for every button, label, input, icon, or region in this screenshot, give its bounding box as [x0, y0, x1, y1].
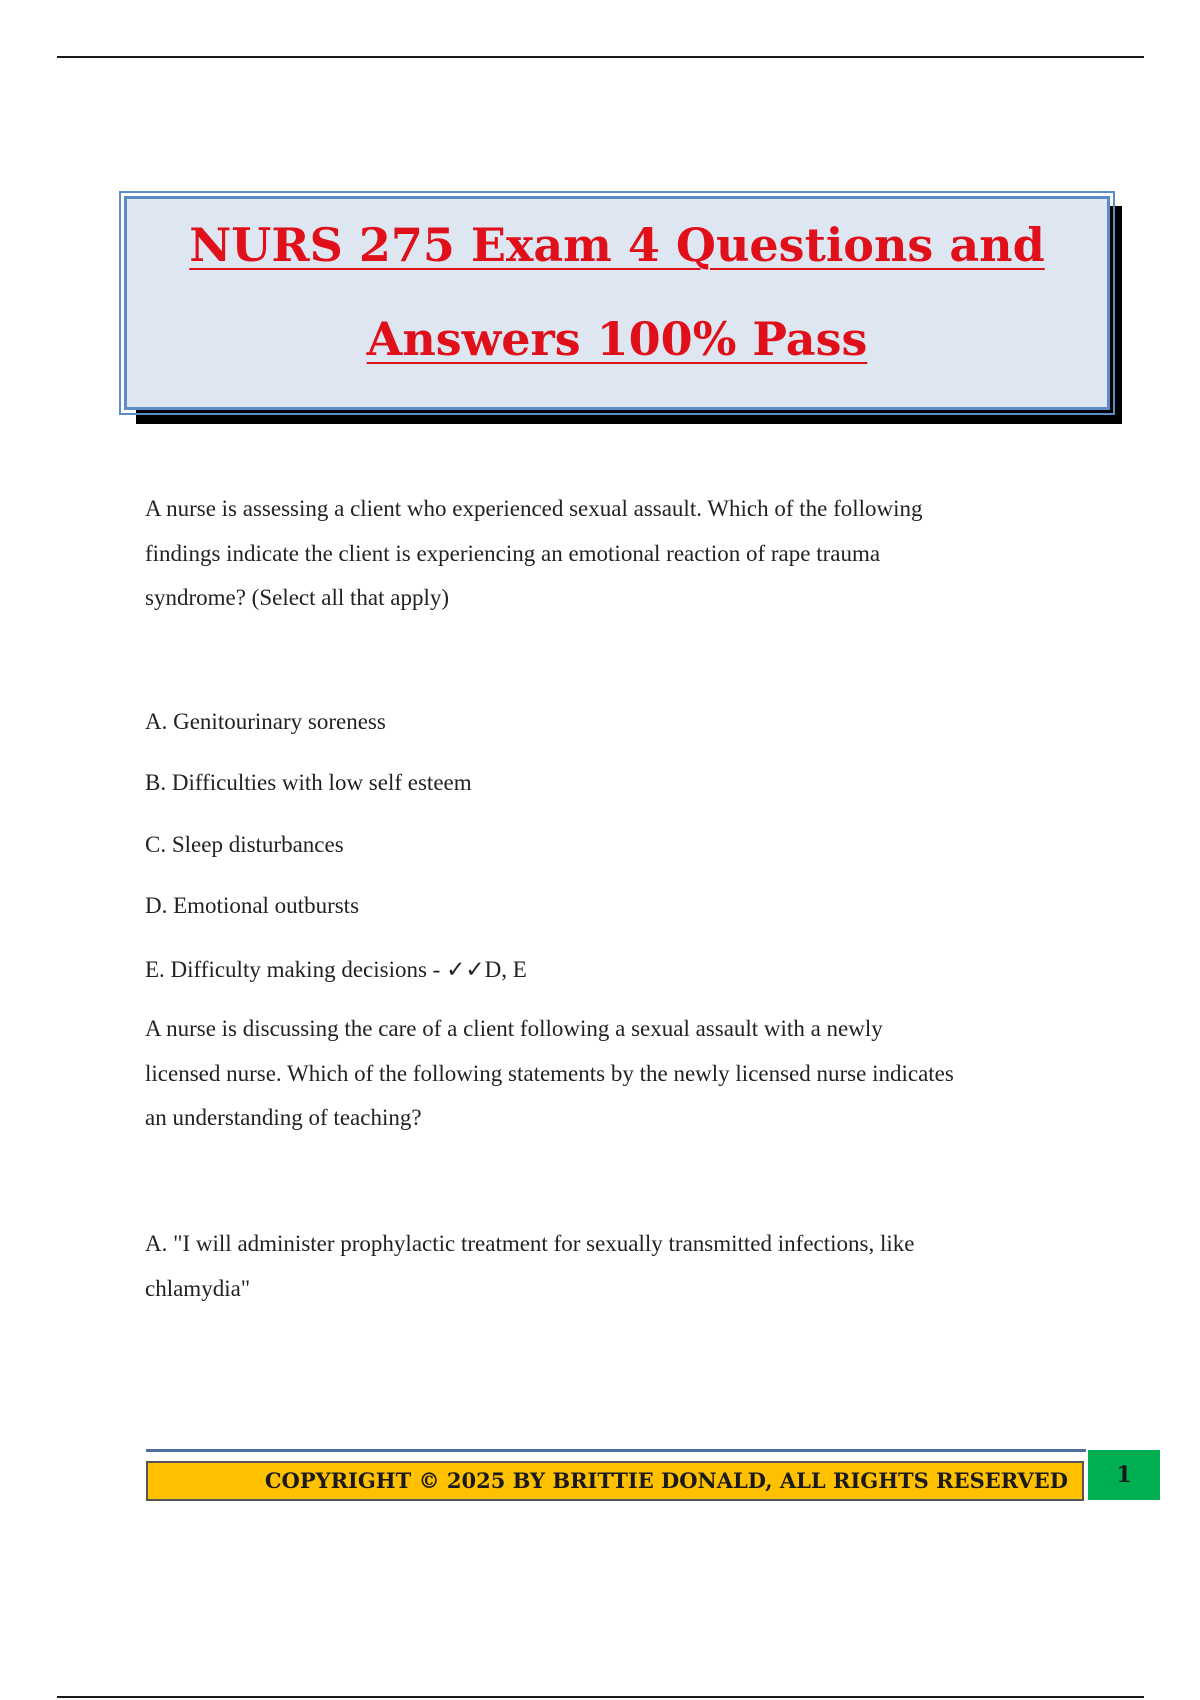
copyright-footer: COPYRIGHT © 2025 BY BRITTIE DONALD, ALL RIGHTS RESERVED [146, 1461, 1084, 1501]
question-1-option-a: A. Genitourinary soreness [145, 709, 386, 734]
question-1-option-e-with-answer: E. Difficulty making decisions - ✓✓D, E [145, 957, 527, 982]
question-1-stem: A nurse is assessing a client who experienced sexual assault. Which of the following findings indicate the client is experiencing an emotional reaction of rape trauma syndrome? (Select all that apply) [145, 496, 923, 610]
document-title-line-1 [127, 217, 1107, 273]
document-title-text-2: Answers 100% Pass [366, 312, 868, 366]
question-2-option-a: A. "I will administer prophylactic treatment for sexually transmitted infections, like chlamydia" [145, 1231, 915, 1301]
top-rule [57, 56, 1144, 58]
page-number: 1 [1088, 1450, 1160, 1500]
title-box [124, 196, 1110, 410]
question-2-stem: A nurse is discussing the care of a client following a sexual assault with a newly licensed nurse. Which of the following statements by the newly licensed nurse indicates an understanding of teaching? [145, 1016, 954, 1130]
document-title-line-2 [127, 311, 1107, 367]
document-title-text-1: NURS 275 Exam 4 Questions and [189, 218, 1045, 272]
bottom-rule [57, 1696, 1144, 1698]
question-1-option-d: D. Emotional outbursts [145, 893, 360, 918]
question-1-option-b: B. Difficulties with low self esteem [145, 770, 472, 795]
question-1-option-c: C. Sleep disturbances [145, 832, 344, 857]
footer-rule [146, 1449, 1086, 1452]
